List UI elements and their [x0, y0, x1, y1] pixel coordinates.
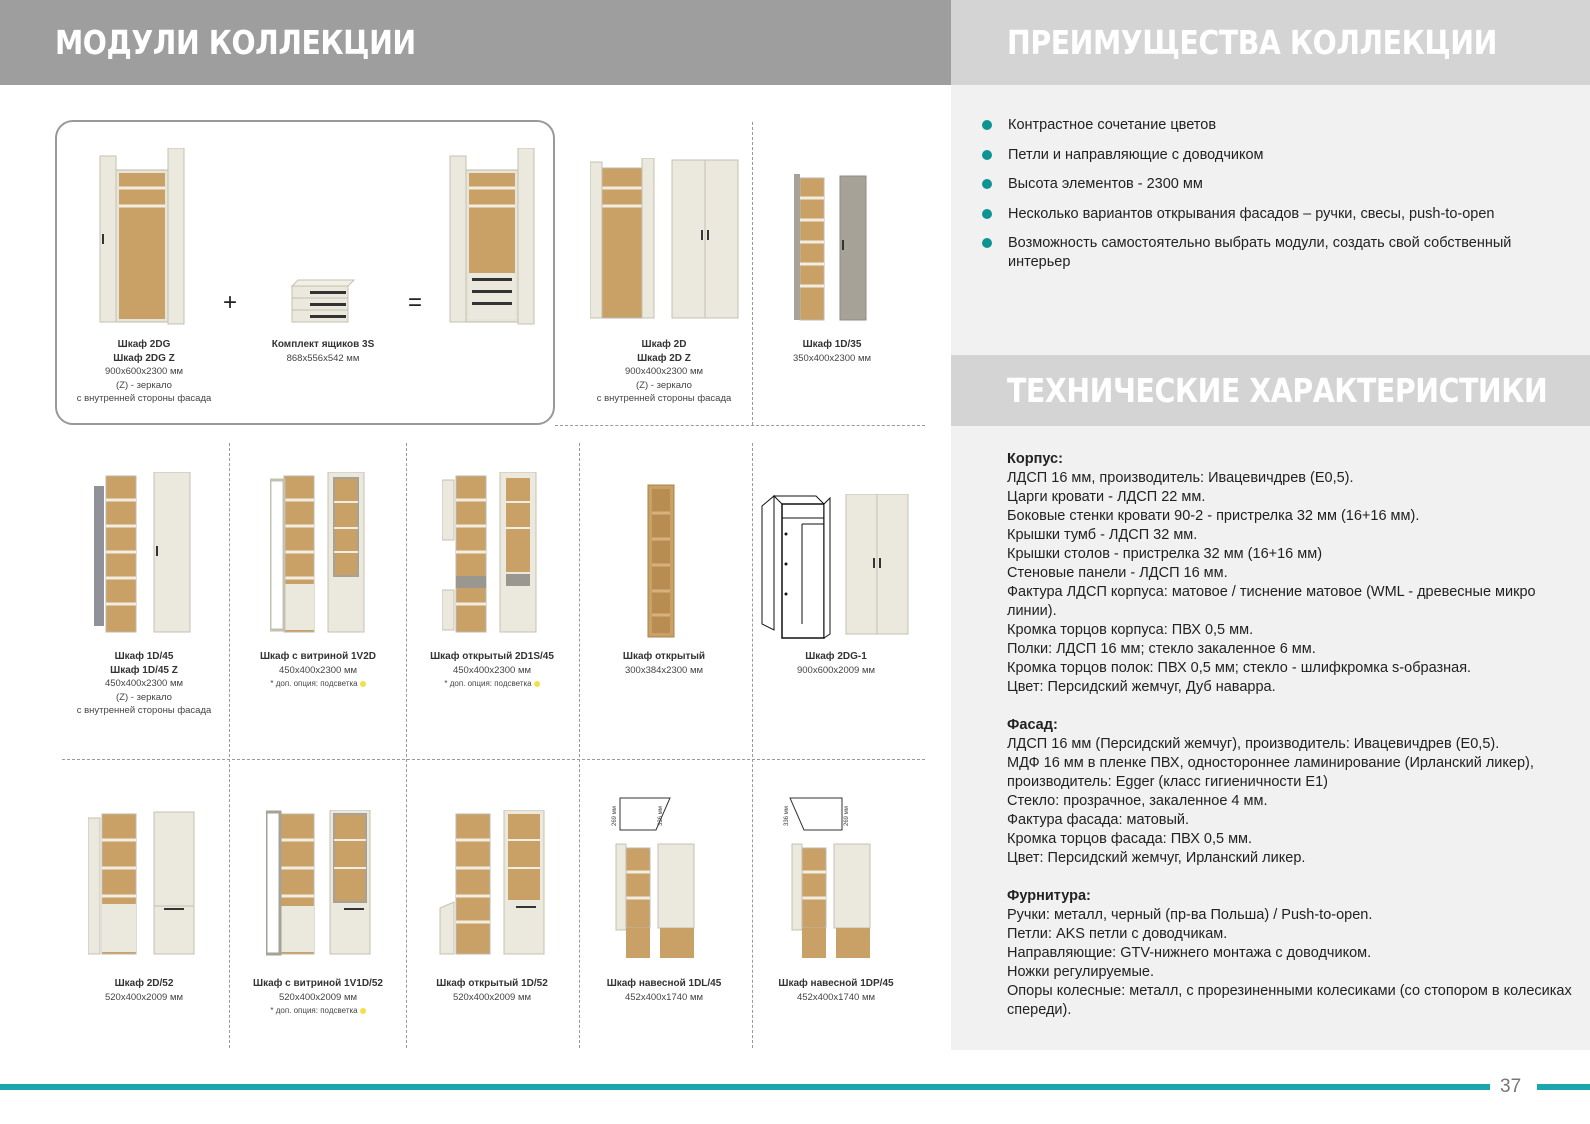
- section-title: Фурнитура:: [1007, 888, 1091, 904]
- wardrobe-2d1s-image: [442, 472, 542, 634]
- caption-1d52: Шкаф открытый 1D/52 520x400x2009 мм: [436, 978, 548, 1003]
- spec-line: Кромка торцов фасада: ПВХ 0,5 мм.: [1007, 831, 1253, 847]
- caption-2dg: Шкаф 2DG Шкаф 2DG Z 900x600x2300 мм (Z) - зеркало с внутренней стороны фасада: [76, 339, 212, 404]
- advantage-item: Возможность самостоятельно выбрать модули, создать свой собственный интерьер: [982, 234, 1572, 272]
- wardrobe-1d45-image: [94, 472, 194, 634]
- wall-cabinet-1dp-image: [782, 790, 882, 966]
- caption-2d52: Шкаф 2D/52 520x400x2009 мм: [104, 978, 184, 1003]
- dim-label-a: 336 мм: [784, 806, 790, 826]
- divider: [62, 759, 925, 760]
- light-indicator-icon: [534, 681, 540, 687]
- modules-header: [0, 0, 951, 85]
- wardrobe-2d52-image: [88, 810, 198, 956]
- spec-line: Стеновые панели - ЛДСП 16 мм.: [1007, 565, 1228, 581]
- caption-2d: Шкаф 2D Шкаф 2D Z 900x400x2300 мм (Z) - зеркало с внутренней стороны фасада: [596, 339, 732, 404]
- advantage-item: Петли и направляющие с доводчиком: [982, 146, 1572, 165]
- page-number: 37: [1500, 1076, 1522, 1097]
- wardrobe-1d52-image: [438, 810, 548, 956]
- tech-section-korpus: [1007, 450, 1577, 697]
- spec-line: Стекло: прозрачное, закаленное 4 мм.: [1007, 793, 1268, 809]
- advantages-title: ПРЕИМУЩЕСТВА КОЛЛЕКЦИИ: [1007, 23, 1497, 62]
- wardrobe-2dg-with-drawers-image: [448, 148, 540, 328]
- dim-label-b: 269 мм: [844, 806, 850, 826]
- bullet-icon: [982, 120, 992, 130]
- caption-2d1s: Шкаф открытый 2D1S/45 450x400x2300 мм * доп. опция: подсветка: [430, 651, 554, 688]
- divider: [406, 443, 407, 1048]
- wardrobe-2d-image: [590, 158, 740, 323]
- caption-1v2d: Шкаф с витриной 1V2D 450x400x2300 мм * доп. опция: подсветка: [259, 651, 377, 688]
- bullet-icon: [982, 150, 992, 160]
- caption-2dg1: Шкаф 2DG-1 900x600x2009 мм: [796, 651, 876, 676]
- section-title: Корпус:: [1007, 451, 1063, 467]
- spec-line: Петли: AKS петли с доводчикам.: [1007, 926, 1228, 942]
- divider: [752, 122, 753, 425]
- tech-specs: [1007, 450, 1577, 1039]
- spec-line: Полки: ЛДСП 16 мм; стекло закаленное 6 мм.: [1007, 641, 1316, 657]
- bullet-icon: [982, 238, 992, 248]
- wardrobe-1d35-image: [794, 174, 870, 322]
- light-indicator-icon: [360, 681, 366, 687]
- divider: [229, 443, 230, 1048]
- bullet-icon: [982, 179, 992, 189]
- tech-section-fasad: [1007, 716, 1577, 868]
- wardrobe-2dg1-image: [760, 494, 910, 640]
- spec-line: ЛДСП 16 мм (Персидский жемчуг), производитель: Ивацевичдрев (Е0,5).: [1007, 736, 1500, 752]
- caption-1dl: Шкаф навесной 1DL/45 452x400x1740 мм: [606, 978, 722, 1003]
- spec-line: Крышки тумб - ЛДСП 32 мм.: [1007, 527, 1198, 543]
- caption-1d35: Шкаф 1D/35 350x400x2300 мм: [792, 339, 872, 364]
- spec-line: Направляющие: GTV-нижнего монтажа с доводчиком.: [1007, 945, 1372, 961]
- advantage-item: Контрастное сочетание цветов: [982, 116, 1572, 135]
- spec-line: Фактура фасада: матовый.: [1007, 812, 1190, 828]
- caption-3s: Комплект ящиков 3S 868x556x542 мм: [271, 339, 375, 364]
- advantage-item: Несколько вариантов открывания фасадов – ручки, свесы, push-to-open: [982, 205, 1572, 224]
- wall-cabinet-1dl-image: [604, 790, 704, 966]
- spec-line: МДФ 16 мм в пленке ПВХ, одностороннее ламинирование (Ирланский ликер), производитель: Egger (класс гигиеничности Е1): [1007, 755, 1534, 790]
- open-shelf-image: [646, 483, 676, 639]
- advantages-list: [982, 116, 1572, 283]
- spec-line: Царги кровати - ЛДСП 22 мм.: [1007, 489, 1206, 505]
- tech-title: ТЕХНИЧЕСКИЕ ХАРАКТЕРИСТИКИ: [1007, 371, 1548, 410]
- spec-line: Боковые стенки кровати 90-2 - пристрелка 32 мм (16+16 мм).: [1007, 508, 1420, 524]
- wardrobe-1v1d-image: [266, 810, 376, 956]
- divider: [555, 425, 925, 426]
- equals-sign: =: [408, 289, 423, 316]
- wardrobe-1v2d-image: [270, 472, 370, 634]
- spec-line: Ножки регулируемые.: [1007, 964, 1154, 980]
- plus-sign: +: [223, 289, 238, 316]
- spec-line: Цвет: Персидский жемчуг, Дуб наварра.: [1007, 679, 1276, 695]
- tech-header: [951, 355, 1590, 426]
- caption-1v1d: Шкаф с витриной 1V1D/52 520x400x2009 мм * доп. опция: подсветка: [253, 978, 383, 1015]
- advantages-header: [951, 0, 1590, 85]
- wardrobe-2dg-image: [98, 148, 190, 328]
- dim-label-a: 269 мм: [612, 806, 618, 826]
- caption-1d45: Шкаф 1D/45 Шкаф 1D/45 Z 450x400x2300 мм (Z) - зеркало с внутренней стороны фасада: [76, 651, 212, 716]
- tech-section-furnitura: [1007, 887, 1577, 1020]
- spec-line: Цвет: Персидский жемчуг, Ирланский ликер.: [1007, 850, 1306, 866]
- spec-line: Кромка торцов полок: ПВХ 0,5 мм; стекло - шлифкромка s-образная.: [1007, 660, 1472, 676]
- divider: [752, 443, 753, 1048]
- light-indicator-icon: [360, 1008, 366, 1014]
- footer-line-right: [1537, 1084, 1590, 1090]
- footer-line: [0, 1084, 1490, 1090]
- spec-line: Кромка торцов корпуса: ПВХ 0,5 мм.: [1007, 622, 1254, 638]
- spec-line: Крышки столов - пристрелка 32 мм (16+16 мм): [1007, 546, 1323, 562]
- spec-line: Опоры колесные: металл, с прорезиненными колесиками (со стопором в колесиках спереди).: [1007, 983, 1572, 1018]
- caption-1dp: Шкаф навесной 1DP/45 452x400x1740 мм: [778, 978, 894, 1003]
- divider: [579, 443, 580, 1048]
- drawer-set-image: [288, 278, 356, 324]
- section-title: Фасад:: [1007, 717, 1058, 733]
- modules-title: МОДУЛИ КОЛЛЕКЦИИ: [55, 23, 416, 62]
- spec-line: Фактура ЛДСП корпуса: матовое / тиснение матовое (WML - древесные микро линии).: [1007, 584, 1536, 619]
- spec-line: Ручки: металл, черный (пр-ва Польша) / Push-to-open.: [1007, 907, 1373, 923]
- spec-line: ЛДСП 16 мм, производитель: Ивацевичдрев (Е0,5).: [1007, 470, 1354, 486]
- bullet-icon: [982, 209, 992, 219]
- caption-open: Шкаф открытый 300x384x2300 мм: [622, 651, 706, 676]
- dim-label-b: 336 мм: [658, 806, 664, 826]
- advantage-item: Высота элементов - 2300 мм: [982, 175, 1572, 194]
